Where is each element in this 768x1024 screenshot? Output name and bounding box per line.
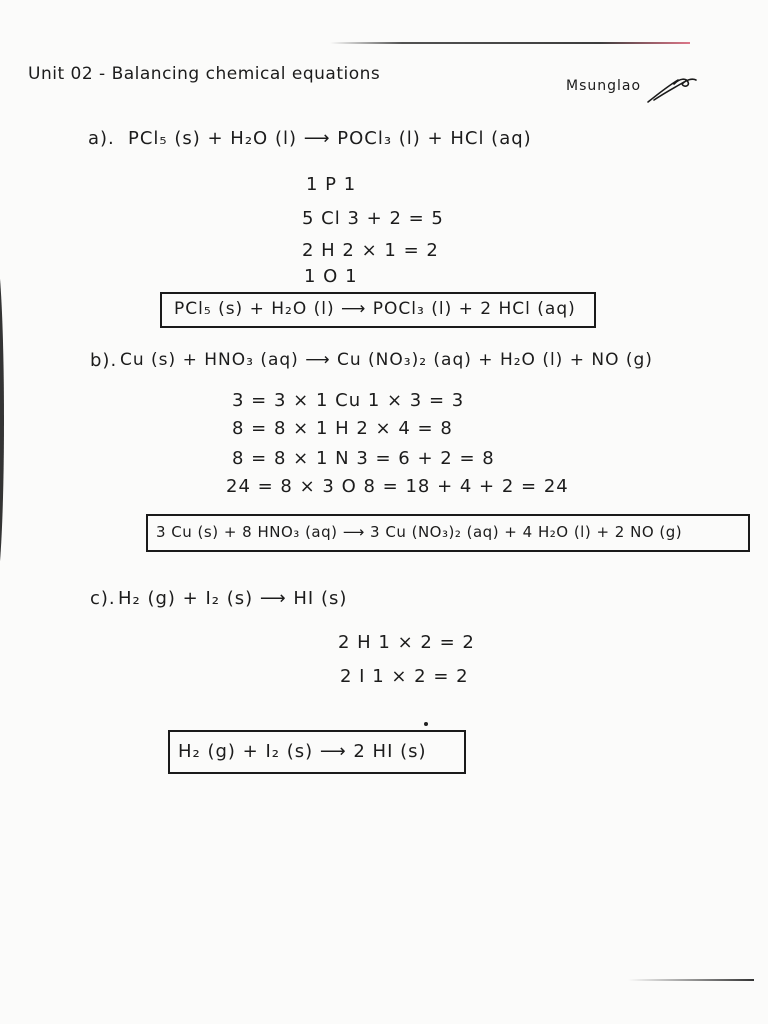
page-edge-shadow bbox=[0, 250, 4, 590]
problem-a-work-line: 2 H 2 × 1 = 2 bbox=[302, 240, 439, 261]
problem-b-work-line: 8 = 8 × 1 N 3 = 6 + 2 = 8 bbox=[232, 448, 495, 469]
problem-c-work-line: 2 I 1 × 2 = 2 bbox=[340, 666, 469, 687]
problem-b-work-line: 3 = 3 × 1 Cu 1 × 3 = 3 bbox=[232, 390, 465, 411]
problem-b-label: b). bbox=[90, 350, 118, 371]
problem-a-work-line: 5 Cl 3 + 2 = 5 bbox=[302, 208, 444, 229]
problem-b-answer: 3 Cu (s) + 8 HNO₃ (aq) ⟶ 3 Cu (NO₃)₂ (aq) + 4 H₂O (l) + 2 NO (g) bbox=[156, 523, 683, 541]
ink-dot bbox=[424, 722, 428, 726]
problem-b-equation: Cu (s) + HNO₃ (aq) ⟶ Cu (NO₃)₂ (aq) + H₂O (l) + NO (g) bbox=[120, 350, 653, 370]
problem-c-work-line: 2 H 1 × 2 = 2 bbox=[338, 632, 475, 653]
problem-c-label: c). bbox=[90, 588, 116, 609]
problem-b-answer-box bbox=[146, 514, 750, 552]
bottom-rule-line bbox=[628, 979, 754, 981]
problem-a-work-line: 1 O 1 bbox=[304, 266, 358, 287]
top-rule-line bbox=[330, 42, 690, 44]
problem-a-work-line: 1 P 1 bbox=[306, 174, 357, 195]
problem-a-label: a). bbox=[88, 128, 115, 149]
problem-a-equation: PCl₅ (s) + H₂O (l) ⟶ POCl₃ (l) + HCl (aq) bbox=[128, 128, 532, 149]
page-title: Unit 02 - Balancing chemical equations bbox=[28, 64, 381, 84]
problem-c-answer: H₂ (g) + I₂ (s) ⟶ 2 HI (s) bbox=[178, 741, 427, 762]
problem-c-equation: H₂ (g) + I₂ (s) ⟶ HI (s) bbox=[118, 588, 348, 609]
signature-scribble bbox=[644, 72, 700, 106]
author-name: Msunglao bbox=[566, 78, 642, 94]
problem-a-answer: PCl₅ (s) + H₂O (l) ⟶ POCl₃ (l) + 2 HCl (aq) bbox=[174, 299, 576, 319]
problem-a-answer-box bbox=[160, 292, 596, 328]
problem-b-work-line: 24 = 8 × 3 O 8 = 18 + 4 + 2 = 24 bbox=[226, 476, 569, 497]
problem-b-work-line: 8 = 8 × 1 H 2 × 4 = 8 bbox=[232, 418, 453, 439]
problem-c-answer-box bbox=[168, 730, 466, 774]
